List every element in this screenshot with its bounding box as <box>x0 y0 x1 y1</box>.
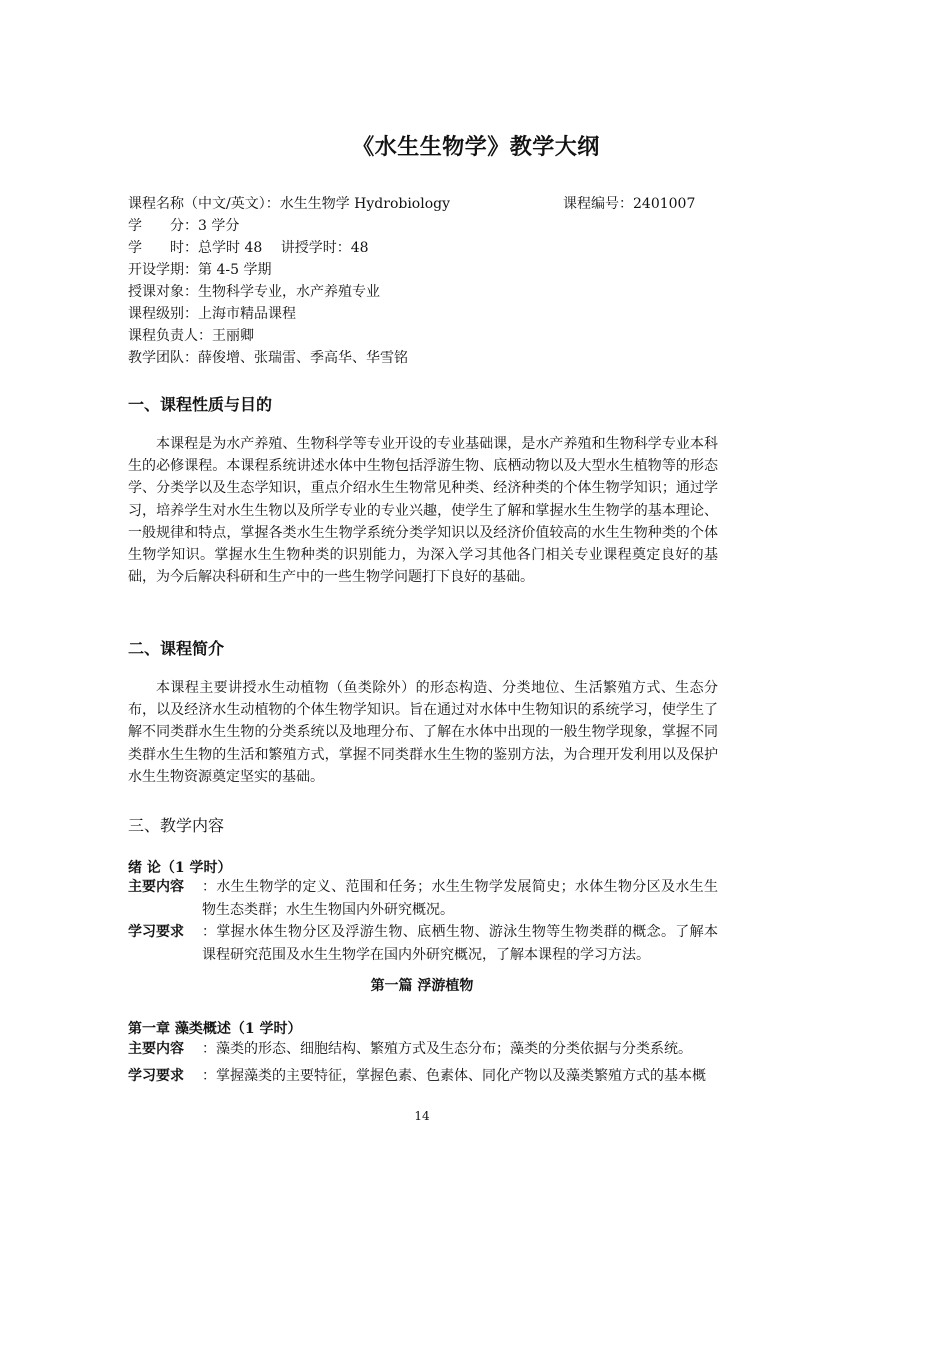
course-name: 课程名称（中文/英文）：水生生物学 Hydrobiology <box>128 196 451 212</box>
section-body-intro: 本课程主要讲授水生动植物（鱼类除外）的形态构造、分类地位、生活繁殖方式、生态分布，以及经济水生动植物的个体生物学知识。旨在通过对水体中生物知识的系统学习，使学生了解不同类群水生生物的分类系统以及地理分布、了解在水体中出现的一般生物学现象，掌握不同类群水生生物的生活和繁殖方式，掌握不同类群水生生物的鉴别方法，为合理开发利用以及保护水生生物资源奠定坚实的基础。 <box>128 680 718 785</box>
requirements-text: ：掌握藻类的主要特征，掌握色素、色素体、同化产物以及藻类繁殖方式的基本概 <box>202 1068 706 1084</box>
main-content-text: ：藻类的形态、细胞结构、繁殖方式及生态分布；藻类的分类依据与分类系统。 <box>202 1041 692 1057</box>
main-content-text: ：水生生物学的定义、范围和任务；水生生物学发展简史；水体生物分区及水生生物生态类群；水生生物国内外研究概况。 <box>202 879 718 918</box>
document-title: 《水生生物学》教学大纲 <box>352 135 600 160</box>
chapter-one-requirements <box>128 1065 718 1088</box>
requirements-text: ：掌握水体生物分区及浮游生物、底栖生物、游泳生物等生物类群的概念。了解本课程研究范围及水生生物学在国内外研究概况，了解本课程的学习方法。 <box>202 924 718 963</box>
chapter-one-title: 第一章 藻类概述（1 学时） <box>128 1021 302 1037</box>
page-number: 14 <box>414 1109 430 1123</box>
course-code: 课程编号：2401007 <box>563 196 696 212</box>
team-line: 教学团队：薛俊增、张瑞雷、季高华、华雪铭 <box>128 350 408 366</box>
course-name-line <box>128 193 828 215</box>
level-line: 课程级别：上海市精品课程 <box>128 306 296 322</box>
hours-line: 学 时：总学时 48 讲授学时：48 <box>128 240 369 256</box>
section-heading-nature: 一、课程性质与目的 <box>128 395 273 414</box>
credits-line: 学 分：3 学分 <box>128 218 240 234</box>
section-heading-content: 三、教学内容 <box>128 816 225 835</box>
requirements-label: 学习要求 <box>128 1068 184 1084</box>
introduction-title: 绪 论（1 学时） <box>128 860 232 876</box>
main-content-label: 主要内容 <box>128 879 184 895</box>
section-body-nature: 本课程是为水产养殖、生物科学等专业开设的专业基础课，是水产养殖和生物科学专业本科生的必修课程。本课程系统讲述水体中生物包括浮游生物、底栖动物以及大型水生植物等的形态学、分类学以及生态学知识，重点介绍水生生物常见种类、经济种类的个体生物学知识；通过学习，培养学生对水生生物以及所学专业的专业兴趣，使学生了解和掌握水生生物学的基本理论、一般规律和特点，掌握各类水生生物学系统分类学知识以及经济价值较高的水生生物种类的个体生物学知识。掌握水生生物种类的识别能力，为深入学习其他各门相关专业课程奠定良好的基础，为今后解决科研和生产中的一些生物学问题打下良好的基础。 <box>128 436 718 586</box>
audience-line: 授课对象：生物科学专业，水产养殖专业 <box>128 284 380 300</box>
main-content-label: 主要内容 <box>128 1041 184 1057</box>
section-heading-intro: 二、课程简介 <box>128 639 225 658</box>
semester-line: 开设学期：第 4-5 学期 <box>128 262 272 278</box>
chapter-one-main-content <box>128 1038 718 1061</box>
introduction-main-content <box>128 876 718 921</box>
part-one-title: 第一篇 浮游植物 <box>370 978 474 994</box>
requirements-label: 学习要求 <box>128 924 184 940</box>
introduction-requirements <box>128 921 718 966</box>
leader-line: 课程负责人：王丽卿 <box>128 328 254 344</box>
